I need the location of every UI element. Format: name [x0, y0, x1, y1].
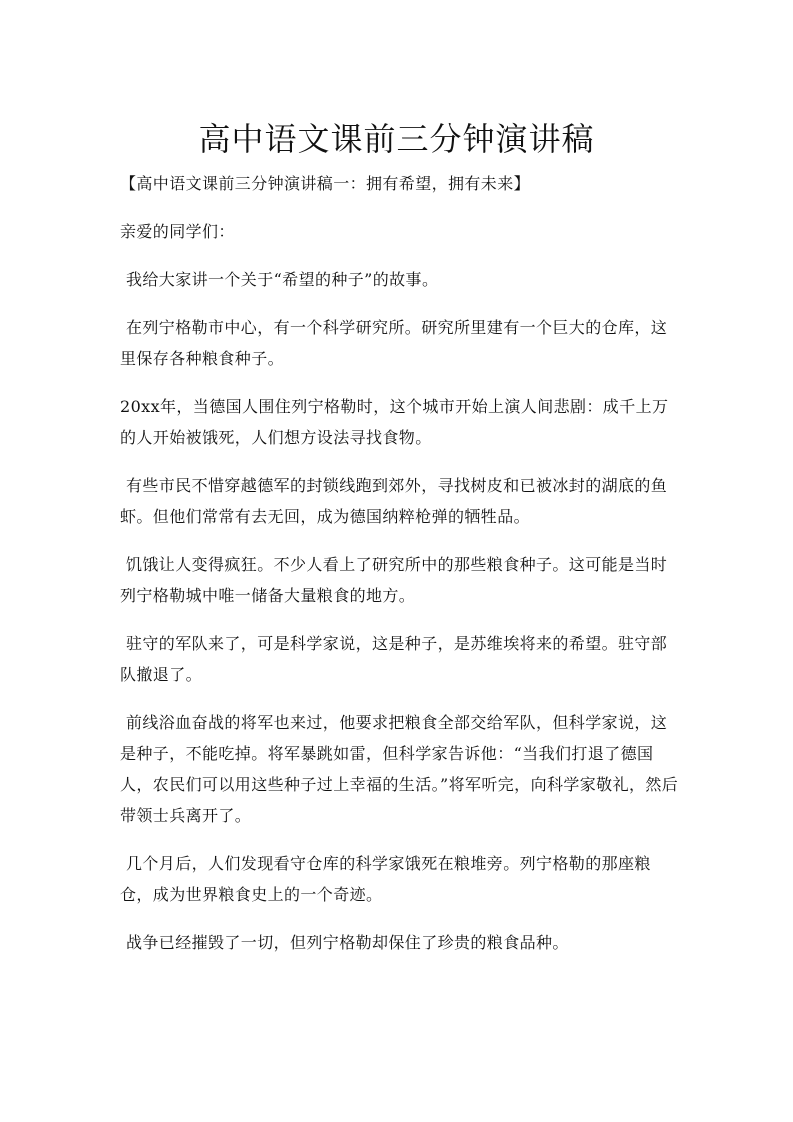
body-paragraph: 有些市民不惜穿越德军的封锁线跑到郊外，寻找树皮和已被冰封的湖底的鱼虾。但他们常常有去无回，成为德国纳粹枪弹的牺牲品。 — [120, 476, 668, 526]
body-paragraph: 驻守的军队来了，可是科学家说，这是种子，是苏维埃将来的希望。驻守部队撤退了。 — [120, 634, 668, 684]
body-paragraph: 战争已经摧毁了一切，但列宁格勒却保住了珍贵的粮食品种。 — [126, 933, 569, 952]
body-paragraph: 在列宁格勒市中心，有一个科学研究所。研究所里建有一个巨大的仓库，这里保存各种粮食种子。 — [120, 318, 668, 368]
body-paragraph: 我给大家讲一个关于“希望的种子”的故事。 — [126, 270, 439, 289]
body-paragraph: 20xx年，当德国人围住列宁格勒时，这个城市开始上演人间悲剧：成千上万的人开始被饿死，人们想方设法寻找食物。 — [120, 397, 669, 447]
document-title: 高中语文课前三分钟演讲稿 — [198, 120, 595, 159]
body-paragraph: 前线浴血奋战的将军也来过，他要求把粮食全部交给军队，但科学家说，这是种子，不能吃掉。将军暴跳如雷，但科学家告诉他：“当我们打退了德国人，农民们可以用这些种子过上幸福的生活。”将军听完，向科学家敬礼，然后带领士兵离开了。 — [120, 713, 679, 825]
salutation: 亲爱的同学们： — [120, 222, 235, 241]
document-body — [120, 168, 680, 975]
body-paragraph: 饥饿让人变得疯狂。不少人看上了研究所中的那些粮食种子。这可能是当时列宁格勒城中唯一储备大量粮食的地方。 — [120, 555, 668, 605]
section-heading: 【高中语文课前三分钟演讲稿一：拥有希望，拥有未来】 — [120, 174, 531, 193]
body-paragraph: 几个月后，人们发现看守仓库的科学家饿死在粮堆旁。列宁格勒的那座粮仓，成为世界粮食史上的一个奇迹。 — [120, 854, 651, 904]
